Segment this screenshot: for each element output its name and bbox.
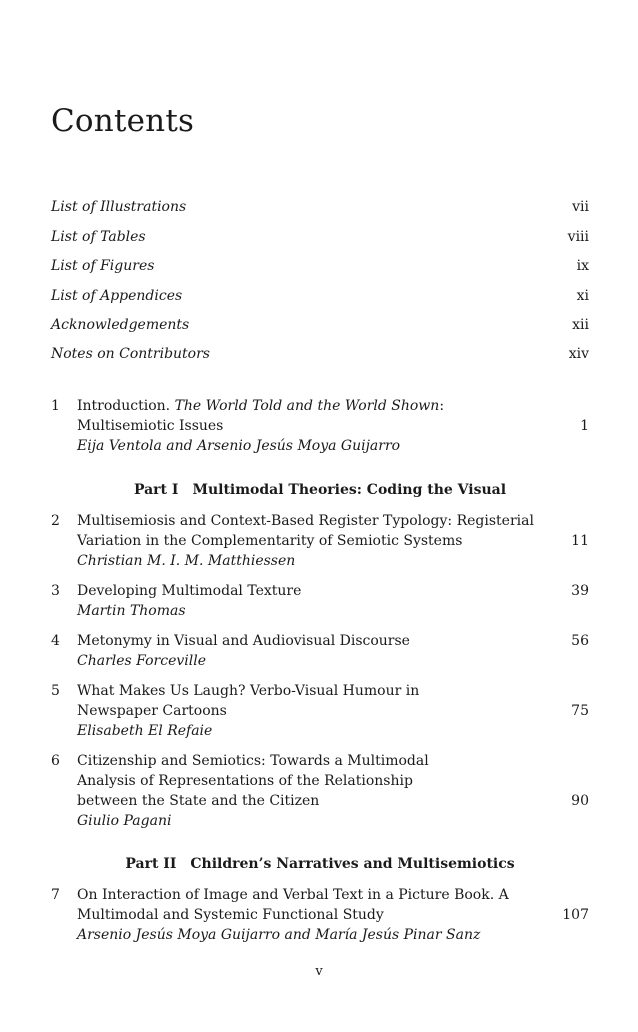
chapter-title-line: Developing Multimodal Texture bbox=[77, 583, 302, 599]
toc-entry-contributors[interactable] bbox=[51, 346, 589, 368]
chapter-title-line: Multimodal and Systemic Functional Study bbox=[77, 907, 384, 923]
entry-label: List of Appendices bbox=[51, 288, 183, 304]
entry-label: Notes on Contributors bbox=[51, 346, 210, 362]
chapter-author: Elisabeth El Refaie bbox=[77, 723, 213, 739]
part-heading-1 bbox=[51, 482, 589, 498]
entry-page: xiv bbox=[568, 346, 589, 362]
toc-chapter-4[interactable] bbox=[51, 631, 589, 673]
chapter-number: 3 bbox=[51, 583, 60, 599]
chapter-page: 11 bbox=[571, 533, 589, 549]
toc-chapter-2[interactable] bbox=[51, 511, 589, 573]
chapter-number: 1 bbox=[51, 398, 60, 414]
chapter-page: 107 bbox=[562, 907, 589, 923]
chapter-page: 39 bbox=[571, 583, 589, 599]
chapter-page: 56 bbox=[571, 633, 589, 649]
toc-entry-acknowledgements[interactable] bbox=[51, 317, 589, 339]
chapter-author: Charles Forceville bbox=[77, 653, 206, 669]
chapter-title-line: Citizenship and Semiotics: Towards a Multimodal bbox=[77, 753, 429, 769]
chapter-author: Eija Ventola and Arsenio Jesús Moya Guijarro bbox=[77, 438, 401, 454]
chapter-title-line: Analysis of Representations of the Relationship bbox=[77, 773, 413, 789]
entry-label: List of Illustrations bbox=[51, 199, 187, 215]
part-label: Part I bbox=[133, 482, 179, 498]
part-label: Part II bbox=[125, 856, 177, 872]
entry-page: vii bbox=[572, 199, 589, 215]
entry-label: List of Tables bbox=[51, 229, 146, 245]
toc-entry-appendices[interactable] bbox=[51, 288, 589, 310]
chapter-number: 7 bbox=[51, 887, 60, 903]
part-title: Multimodal Theories: Coding the Visual bbox=[192, 482, 507, 498]
toc-chapter-6[interactable] bbox=[51, 751, 589, 833]
chapter-page: 90 bbox=[571, 793, 589, 809]
chapter-author: Giulio Pagani bbox=[77, 813, 172, 829]
toc-entry-tables[interactable] bbox=[51, 229, 589, 251]
chapter-page: 1 bbox=[580, 418, 589, 434]
chapter-title-line: Multisemiosis and Context-Based Register Typology: Registerial bbox=[77, 513, 534, 529]
page-title: Contents bbox=[51, 102, 195, 139]
chapter-number: 5 bbox=[51, 683, 60, 699]
part-heading-2 bbox=[51, 856, 589, 872]
chapter-number: 4 bbox=[51, 633, 60, 649]
toc-chapter-7[interactable] bbox=[51, 885, 589, 947]
toc-entry-illustrations[interactable] bbox=[51, 199, 589, 221]
chapter-title-line: Introduction. The World Told and the World Shown: bbox=[77, 398, 445, 414]
chapter-author: Arsenio Jesús Moya Guijarro and María Jesús Pinar Sanz bbox=[77, 927, 481, 943]
toc-chapter-5[interactable] bbox=[51, 681, 589, 743]
chapter-number: 2 bbox=[51, 513, 60, 529]
page-number: v bbox=[315, 964, 323, 979]
chapter-title-line: What Makes Us Laugh? Verbo-Visual Humour in bbox=[77, 683, 420, 699]
chapter-title-line: Metonymy in Visual and Audiovisual Discourse bbox=[77, 633, 410, 649]
part-title: Children’s Narratives and Multisemiotics bbox=[190, 856, 515, 872]
toc-entry-figures[interactable] bbox=[51, 258, 589, 280]
chapter-title-line: Multisemiotic Issues bbox=[77, 418, 224, 434]
entry-label: List of Figures bbox=[51, 258, 155, 274]
chapter-author: Martin Thomas bbox=[77, 603, 186, 619]
entry-page: xii bbox=[572, 317, 589, 333]
entry-label: Acknowledgements bbox=[51, 317, 190, 333]
entry-page: ix bbox=[576, 258, 589, 274]
chapter-number: 6 bbox=[51, 753, 60, 769]
chapter-title-line: Variation in the Complementarity of Semiotic Systems bbox=[77, 533, 463, 549]
chapter-title-line: On Interaction of Image and Verbal Text in a Picture Book. A bbox=[77, 887, 509, 903]
toc-chapter-3[interactable] bbox=[51, 581, 589, 623]
chapter-title-line: between the State and the Citizen bbox=[77, 793, 320, 809]
toc-chapter-1[interactable] bbox=[51, 396, 589, 458]
chapter-page: 75 bbox=[571, 703, 589, 719]
entry-page: viii bbox=[567, 229, 589, 245]
entry-page: xi bbox=[576, 288, 589, 304]
chapter-author: Christian M. I. M. Matthiessen bbox=[77, 553, 296, 569]
chapter-title-line: Newspaper Cartoons bbox=[77, 703, 227, 719]
